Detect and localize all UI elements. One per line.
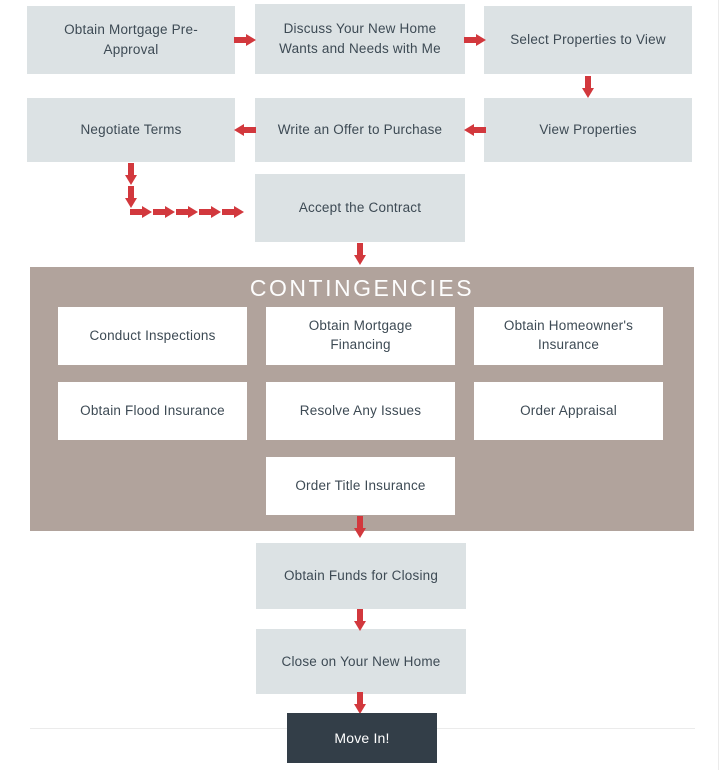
node-view-properties: View Properties <box>484 98 692 162</box>
node-obtain-flood-insurance: Obtain Flood Insurance <box>58 382 247 440</box>
node-order-appraisal: Order Appraisal <box>474 382 663 440</box>
arrow-right-icon <box>153 204 175 220</box>
contingencies-title: CONTINGENCIES <box>249 275 475 301</box>
node-obtain-homeowners-insurance: Obtain Homeowner's Insurance <box>474 307 663 365</box>
node-conduct-inspections: Conduct Inspections <box>58 307 247 365</box>
arrow-right-icon <box>199 204 221 220</box>
node-obtain-funds-for-closing: Obtain Funds for Closing <box>256 543 466 609</box>
node-accept-the-contract: Accept the Contract <box>255 174 465 242</box>
node-order-title-insurance: Order Title Insurance <box>266 457 455 515</box>
node-write-an-offer: Write an Offer to Purchase <box>255 98 465 162</box>
arrow-left-icon <box>464 122 486 138</box>
arrow-down-icon <box>352 243 368 265</box>
node-negotiate-terms: Negotiate Terms <box>27 98 235 162</box>
arrow-down-icon <box>352 609 368 631</box>
node-select-properties-to-view: Select Properties to View <box>484 6 692 74</box>
arrow-right-icon <box>464 32 486 48</box>
node-discuss-wants-and-needs: Discuss Your New Home Wants and Needs with Me <box>255 4 465 74</box>
arrow-down-icon <box>580 76 596 98</box>
node-obtain-mortgage-financing: Obtain Mortgage Financing <box>266 307 455 365</box>
node-move-in: Move In! <box>287 713 437 763</box>
arrow-down-icon <box>352 516 368 538</box>
node-obtain-mortgage-pre-approval: Obtain Mortgage Pre-Approval <box>27 6 235 74</box>
arrow-down-icon <box>352 692 368 714</box>
node-close-on-your-new-home: Close on Your New Home <box>256 629 466 694</box>
arrow-down-icon <box>123 163 139 185</box>
arrow-right-icon <box>222 204 244 220</box>
contingencies-section <box>30 267 694 531</box>
arrow-right-icon <box>234 32 256 48</box>
page-right-edge <box>718 0 719 770</box>
arrow-right-icon <box>130 204 152 220</box>
arrow-right-icon <box>176 204 198 220</box>
arrow-left-icon <box>234 122 256 138</box>
node-resolve-any-issues: Resolve Any Issues <box>266 382 455 440</box>
